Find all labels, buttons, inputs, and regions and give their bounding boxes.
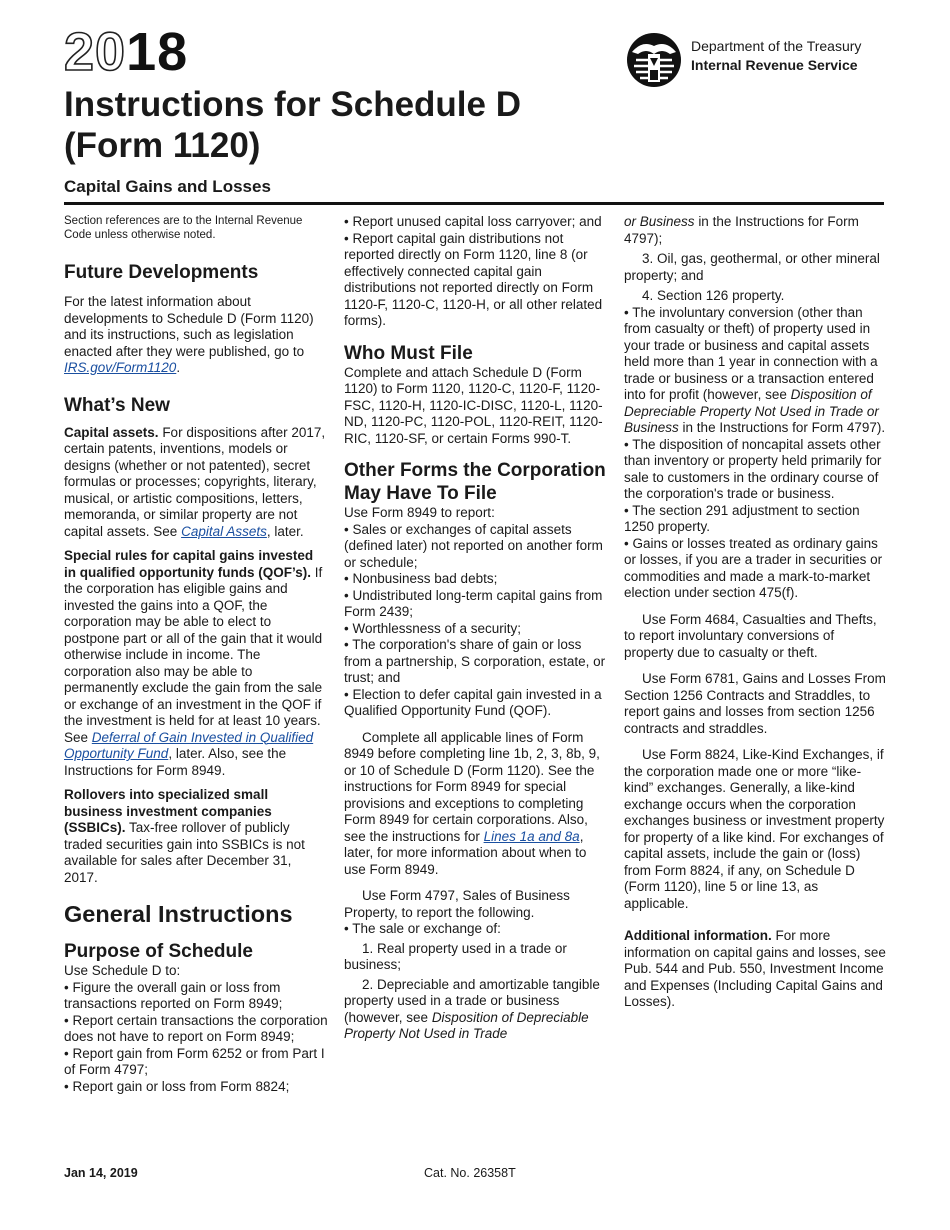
ssbic-paragraph: Rollovers into specialized small business investment companies (SSBICs). Tax-free rollover of publicly traded securities gain into SSBICs is not available for sales after December 31, 2017. — [64, 787, 305, 885]
general-instructions-heading: General Instructions — [64, 901, 293, 927]
other-forms-heading: Other Forms the Corporation May Have To File — [344, 460, 606, 504]
form-8824-paragraph: Use Form 8824, Like-Kind Exchanges, if the corporation made one or more “like-kind” exchanges. Generally, a like-kind exchange occurs when the corporation exchanges business or investment property for property of a like kind. For exchanges of capital assets, include the gain or (loss) from Form 8824, if any, on Schedule D (Form 1120), line 5 or line 13, as applicable. — [624, 747, 885, 911]
list-item: • Election to defer capital gain invested in a Qualified Opportunity Fund (QOF). — [344, 686, 602, 718]
irs-eagle-logo-icon — [622, 32, 686, 88]
list-item: • Report gain from Form 6252 or from Part I of Form 4797; — [64, 1045, 325, 1077]
qof-deferral-link[interactable]: Deferral of Gain Invested in Qualified Opportunity Fund — [64, 729, 314, 761]
additional-information-paragraph: Additional information. For more information on capital gains and losses, see Pub. 544 and Pub. 550, Investment Income and Expenses (Including Capital Gains and Losses). — [624, 928, 886, 1009]
form-4797-paragraph: Use Form 4797, Sales of Business Property, to report the following. — [344, 888, 570, 920]
column-2 — [344, 214, 608, 1043]
capital-assets-paragraph: Capital assets. For dispositions after 2017, certain patents, inventions, models or designs (whether or not patented), secret formulas or processes; copyrights, literary, musical, or artistic compositions, letters, memoranda, or similar property are not capital assets. See Capital Assets, later. — [64, 424, 326, 539]
who-must-file-heading: Who Must File — [344, 342, 473, 364]
list-item: • The disposition of noncapital assets other than inventory or property held primarily for sale to customers in the ordinary course of the corporation's trade or business. — [624, 436, 882, 501]
list-item: 2. Depreciable and amortizable tangible property used in a trade or business (however, see Disposition of Depreciable Property Not Used in Trade — [344, 976, 600, 1041]
form-6781-paragraph: Use Form 6781, Gains and Losses From Section 1256 Contracts and Straddles, to report gains and losses from section 1256 contracts and straddles. — [624, 671, 886, 736]
list-item: • Report capital gain distributions not reported directly on Form 1120, line 8 (or effectively connected capital gain distributions not reported directly on Form 1120-F, 1120-C, 1120-H, or all other related forms). — [344, 230, 603, 328]
list-item: • The sale or exchange of: — [344, 921, 501, 936]
list-item: • The section 291 adjustment to section 1250 property. — [624, 502, 860, 534]
column-3 — [624, 214, 886, 1011]
footer-cat-no: Cat. No. 26358T — [424, 1166, 516, 1180]
list-item: • Sales or exchanges of capital assets (defined later) not reported on another form or schedule; — [344, 521, 603, 570]
page-title: Instructions for Schedule D (Form 1120) — [64, 85, 521, 165]
list-item: • Nonbusiness bad debts; — [344, 571, 498, 586]
future-developments-text: For the latest information about developments to Schedule D (Form 1120) and its instructions, such as legislation enacted after they were published, go to IRS.gov/Form1120. — [64, 294, 314, 375]
list-item: • The involuntary conversion (other than from casualty or theft) of property used in your trade or business and capital assets held more than 1 year in connection with a trade or business or a transaction entered into for profit (however, see Disposition of Depreciable Property Not Used in Trade or Business in the Instructions for Form 4797). — [624, 304, 886, 435]
column-1 — [64, 214, 328, 1095]
whats-new-heading: What’s New — [64, 394, 170, 416]
list-item: • Report gain or loss from Form 8824; — [64, 1078, 290, 1094]
list-item: 4. Section 126 property. — [642, 288, 785, 303]
purpose-intro: Use Schedule D to: — [64, 963, 181, 978]
form-4684-paragraph: Use Form 4684, Casualties and Thefts, to report involuntary conversions of property due to casualty or theft. — [624, 611, 877, 660]
purpose-heading: Purpose of Schedule — [64, 941, 253, 962]
irs-form1120-link[interactable]: IRS.gov/Form1120 — [64, 360, 177, 375]
qof-paragraph: Special rules for capital gains invested in qualified opportunity funds (QOF’s). If the corporation has eligible gains and invested the gains into a QOF, the corporation may be able to elect to postpone part or all of the gain that it would otherwise include in income. The corporation also may be able to permanently exclude the gain from the sale or exchange of an investment in the QOF if the investment is held for at least 10 years. See Deferral of Gain Invested in Qualified Opportunity Fund, later. Also, see the Instructions for Form 8949. — [64, 548, 323, 778]
list-item: • Worthlessness of a security; — [344, 620, 522, 636]
list-item: • The corporation's share of gain or loss from a partnership, S corporation, estate, or trust; and — [344, 637, 606, 685]
future-developments-heading: Future Developments — [64, 262, 259, 283]
list-item: 1. Real property used in a trade or business; — [344, 940, 567, 972]
continued-text: or Business in the Instructions for Form 4797); — [624, 214, 859, 246]
section-references: Section references are to the Internal Revenue Code unless otherwise noted. — [64, 215, 303, 241]
list-item: • Figure the overall gain or loss from transactions reported on Form 8949; — [64, 979, 283, 1011]
header-rule — [64, 202, 884, 205]
agency-irs: Internal Revenue Service — [691, 57, 858, 73]
form-year: 2018 — [64, 22, 189, 82]
footer-date: Jan 14, 2019 — [64, 1166, 138, 1180]
complete-form-8949-paragraph: Complete all applicable lines of Form 8949 before completing line 1b, 2, 3, 8b, 9, or 10 of Schedule D (Form 1120). See the instructions for Form 8949 for special provisions and exceptions to completing Form 8949 for certain corporations. Also, see the instructions for Lines 1a and 8a, later, for more information about when to use Form 8949. — [344, 729, 600, 877]
list-item: 3. Oil, gas, geothermal, or other mineral property; and — [624, 251, 880, 283]
other-forms-intro: Use Form 8949 to report: — [344, 505, 495, 520]
list-item: • Undistributed long-term capital gains from Form 2439; — [344, 587, 603, 619]
list-item: • Report unused capital loss carryover; and — [344, 214, 602, 229]
list-item: • Gains or losses treated as ordinary gains or losses, if you are a trader in securities or commodities and made a mark-to-market election under section 475(f). — [624, 535, 883, 600]
lines-1a-8a-link[interactable]: Lines 1a and 8a — [483, 828, 580, 844]
page-subtitle: Capital Gains and Losses — [64, 177, 271, 196]
list-item: • Report certain transactions the corporation does not have to report on Form 8949; — [64, 1012, 328, 1044]
agency-department: Department of the Treasury — [691, 38, 862, 54]
who-must-file-text: Complete and attach Schedule D (Form 1120) to Form 1120, 1120-C, 1120-F, 1120-FSC, 1120-H, 1120-IC-DISC, 1120-L, 1120-ND, 1120-PC, 1120-POL, 1120-REIT, 1120-RIC, 1120-SF, or certain Forms 990-T. — [344, 364, 603, 446]
capital-assets-link[interactable]: Capital Assets — [181, 523, 267, 539]
